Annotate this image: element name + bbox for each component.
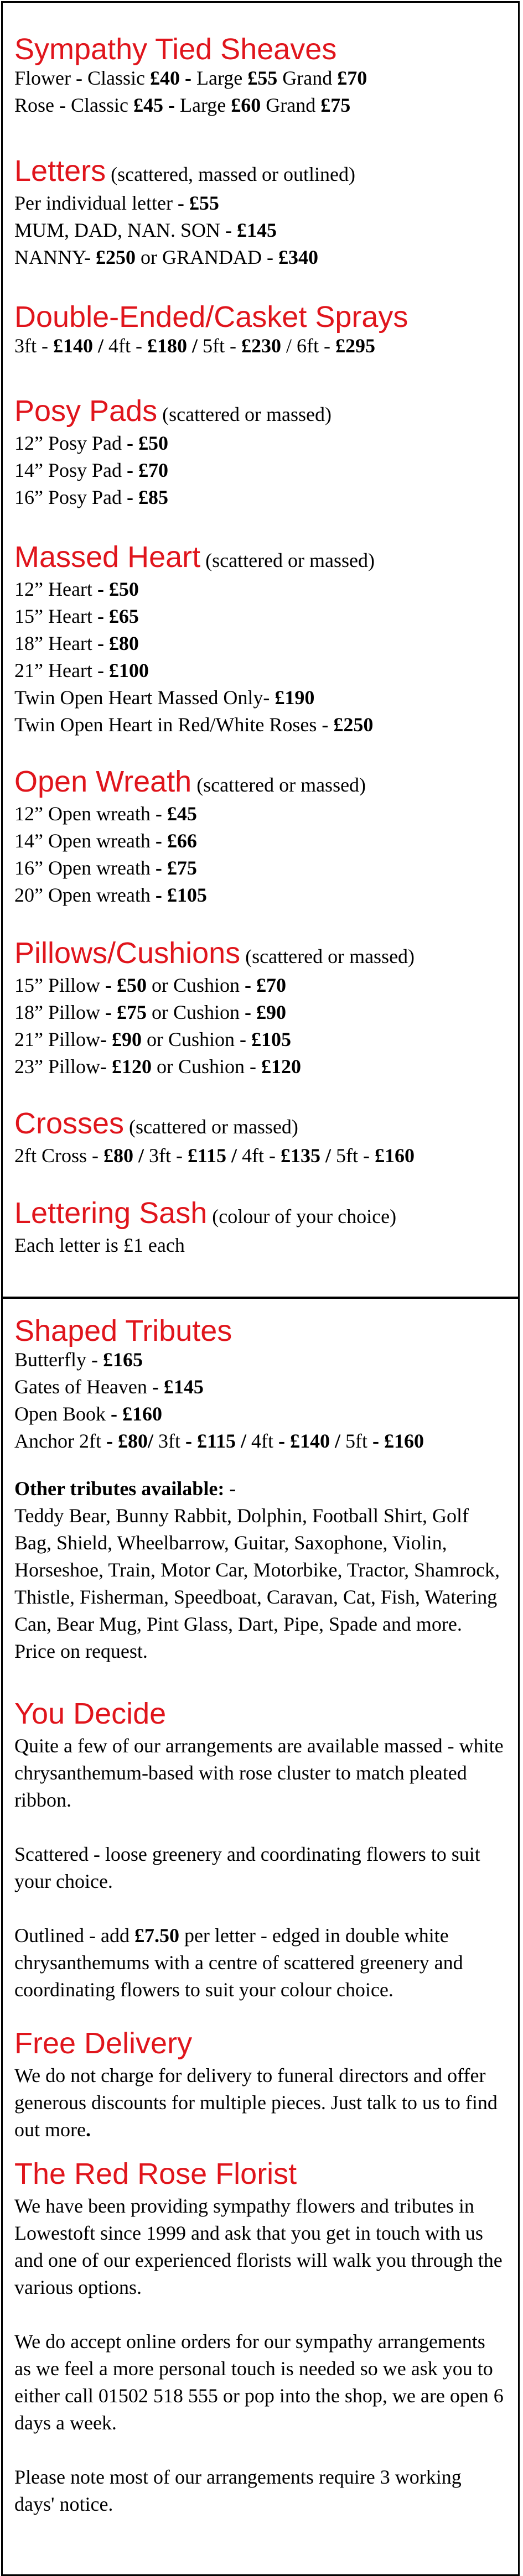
section-red-rose-florist [14, 2158, 506, 2518]
price-line: Flower - Classic £40 - Large £55 Grand £70 [14, 67, 367, 89]
price-line: 15” Heart - £65 [14, 605, 139, 627]
delivery-text: We do not charge for delivery to funeral directors and offer generous discounts for multiple pieces. Just talk to us to find out more. [14, 2064, 498, 2141]
price-line: 16” Posy Pad - £85 [14, 486, 169, 508]
paragraph-scattered: Scattered - loose greenery and coordinating flowers to suit your choice. [14, 1843, 480, 1892]
price-line: Per individual letter - £55 [14, 192, 219, 214]
price-line: 12” Heart - £50 [14, 578, 139, 600]
paragraph-notice: Please note most of our arrangements require 3 working days' notice. [14, 2466, 462, 2515]
other-tributes-heading: Other tributes available: - [14, 1477, 236, 1500]
section-you-decide [14, 1698, 506, 2003]
section-heading: Posy Pads (scattered or massed) [14, 394, 332, 428]
section-sympathy-tied-sheaves [14, 34, 506, 119]
section-letters [14, 155, 506, 271]
section-heading: Shaped Tributes [14, 1314, 232, 1347]
price-line: 18” Heart - £80 [14, 632, 139, 654]
price-line: 12” Open wreath - £45 [14, 803, 197, 825]
section-open-wreath [14, 766, 506, 909]
price-line: 14” Posy Pad - £70 [14, 459, 169, 481]
section-heading: Lettering Sash (colour of your choice) [14, 1196, 397, 1230]
paragraph-outlined: Outlined - add £7.50 per letter - edged in double white chrysanthemums with a centre of scattered greenery and coordinating flowers to suit your colour choice. [14, 1924, 463, 2001]
price-line: 3ft - £140 / 4ft - £180 / 5ft - £230 / 6ft - £295 [14, 335, 375, 357]
price-line: MUM, DAD, NAN. SON - £145 [14, 219, 277, 241]
price-line: Each letter is £1 each [14, 1234, 185, 1256]
price-line: Butterfly - £165 [14, 1349, 143, 1371]
section-posy-pads [14, 395, 506, 511]
price-line: 23” Pillow- £120 or Cushion - £120 [14, 1055, 302, 1078]
section-massed-heart [14, 542, 506, 738]
price-line: 16” Open wreath - £75 [14, 857, 197, 879]
section-heading: Crosses (scattered or massed) [14, 1107, 298, 1140]
price-line: Open Book - £160 [14, 1403, 162, 1425]
price-line: Twin Open Heart Massed Only- £190 [14, 686, 315, 709]
price-list-panel [1, 1, 520, 1298]
section-heading: Massed Heart (scattered or massed) [14, 540, 375, 574]
section-lettering-sash [14, 1198, 506, 1259]
section-heading: Double-Ended/Casket Sprays [14, 300, 408, 334]
paragraph-about: We have been providing sympathy flowers and tributes in Lowestoft since 1999 and ask that you get in touch with us and one of our experienced florists will walk you through the various options. [14, 2195, 503, 2298]
price-line: 2ft Cross - £80 / 3ft - £115 / 4ft - £135 / 5ft - £160 [14, 1144, 415, 1167]
price-line: Rose - Classic £45 - Large £60 Grand £75 [14, 94, 351, 116]
section-free-delivery [14, 2028, 506, 2143]
price-line: 18” Pillow - £75 or Cushion - £90 [14, 1001, 287, 1023]
section-heading: Free Delivery [14, 2027, 193, 2060]
section-casket-sprays [14, 301, 506, 360]
price-line: NANNY- £250 or GRANDAD - £340 [14, 246, 318, 268]
price-line: 14” Open wreath - £66 [14, 830, 197, 852]
paragraph-massed: Quite a few of our arrangements are available massed - white chrysanthemum-based with rose cluster to match pleated ribbon. [14, 1735, 504, 1811]
other-tributes-text: Teddy Bear, Bunny Rabbit, Dolphin, Football Shirt, Golf Bag, Shield, Wheelbarrow, Guitar, Saxophone, Violin, Horseshoe, Train, Motor Car, Motorbike, Tractor, Shamrock, Thistle, Fisherman, Speedboat, Caravan, Cat, Fish, Watering Can, Bear Mug, Pint Glass, Dart, Pipe, Spade and more. Price on request. [14, 1505, 500, 1662]
section-heading: You Decide [14, 1697, 167, 1730]
paragraph-orders: We do accept online orders for our sympathy arrangements as we feel a more personal touch is needed so we ask you to either call 01502 518 555 or pop into the shop, we are open 6 days a week. [14, 2330, 504, 2434]
section-pillows-cushions [14, 938, 506, 1080]
section-heading: Letters (scattered, massed or outlined) [14, 154, 355, 188]
price-line: 12” Posy Pad - £50 [14, 432, 169, 454]
section-heading: The Red Rose Florist [14, 2157, 297, 2190]
price-line: 20” Open wreath - £105 [14, 884, 207, 906]
section-heading: Pillows/Cushions (scattered or massed) [14, 936, 415, 970]
price-line: 21” Heart - £100 [14, 659, 149, 681]
section-heading: Open Wreath (scattered or massed) [14, 765, 366, 798]
price-line: Twin Open Heart in Red/White Roses - £250 [14, 714, 374, 736]
section-heading: Sympathy Tied Sheaves [14, 33, 337, 66]
price-line: Anchor 2ft - £80/ 3ft - £115 / 4ft - £140 / 5ft - £160 [14, 1430, 424, 1452]
price-line: Gates of Heaven - £145 [14, 1376, 204, 1398]
price-line: 15” Pillow - £50 or Cushion - £70 [14, 974, 287, 996]
info-panel [1, 1297, 520, 2576]
price-line: 21” Pillow- £90 or Cushion - £105 [14, 1028, 292, 1050]
section-shaped-tributes [14, 1315, 506, 1665]
section-crosses [14, 1108, 506, 1169]
